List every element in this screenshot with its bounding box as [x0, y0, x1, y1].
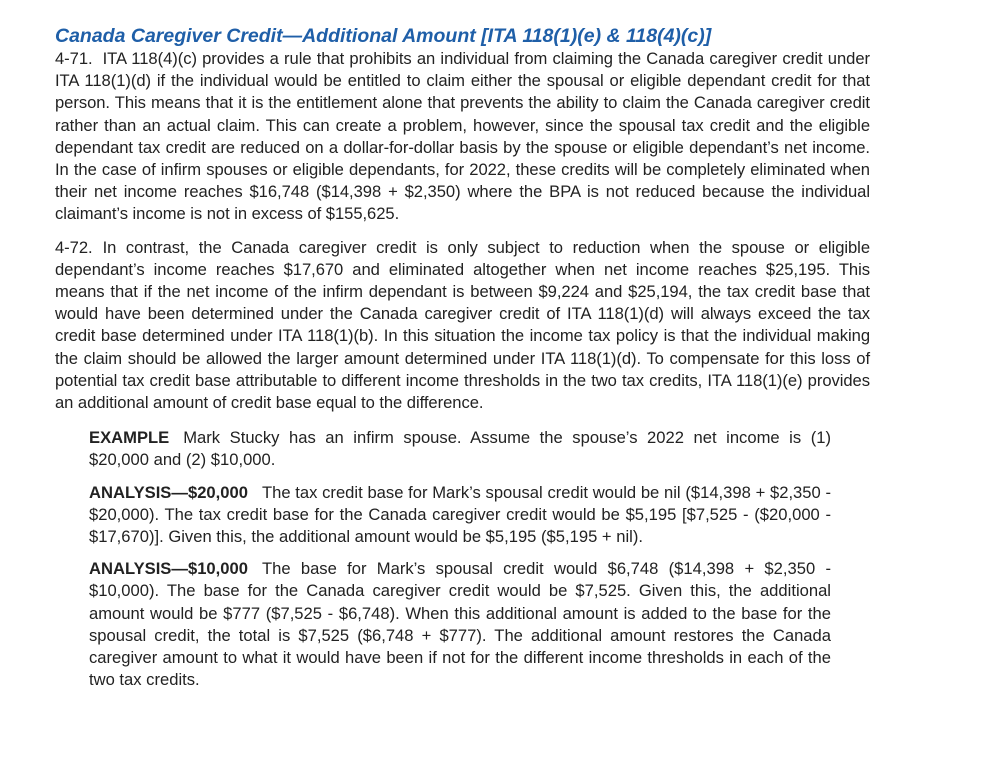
paragraph-text: In contrast, the Canada caregiver credit is only subject to reduction when the spouse or eligible dependant’s income reaches $17,670 and eliminated altogether when net income reaches $25,195. This means that if the net income of the infirm dependant is between $9,224 and $25,194, the tax credit base that would have been determined under the Canada caregiver credit of ITA 118(1)(d) will always exceed the tax credit base determined under ITA 118(1)(b). In this situation the income tax policy is that the individual making the claim should be allowed the larger amount determined under ITA 118(1)(d). To compensate for this loss of potential tax credit base attributable to different income thresholds in the two tax credits, ITA 118(1)(e) provides an additional amount of credit base equal to the difference. [55, 237, 870, 413]
analysis-10000-text: The base for Mark’s spousal credit would $6,748 ($14,398 + $2,350 - $10,000). The base for the Canada caregiver credit would be $7,525. Given this, the additional amount would be $777 ($7,525 - $6,748). When this additional amount is added to the base for the spousal credit, the total is $7,525 ($6,748 + $777). The additional amount restores the Canada caregiver amount to what it would have been if not for the different income thresholds in each of the two tax credits. [89, 559, 831, 690]
analysis-20000-label: ANALYSIS—$20,000 [89, 482, 248, 502]
document-page [55, 24, 870, 691]
paragraph-4-71 [55, 48, 870, 226]
paragraph-4-72 [55, 237, 870, 415]
analysis-10000-paragraph [89, 558, 831, 691]
analysis-10000-label: ANALYSIS—$10,000 [89, 559, 248, 579]
paragraph-text: ITA 118(4)(c) provides a rule that prohibits an individual from claiming the Canada caregiver credit under ITA 118(1)(d) if the individual would be entitled to claim either the spousal or eligible dependant credit for that person. This means that it is the entitlement alone that prevents the ability to claim the Canada caregiver credit rather than an actual claim. This can create a problem, however, since the spousal tax credit and the eligible dependant tax credit are reduced on a dollar-for-dollar basis by the spouse or eligible dependant’s net income. In the case of infirm spouses or eligible dependants, for 2022, these credits will be completely eliminated when their net income reaches $16,748 ($14,398 + $2,350) where the BPA is not reduced because the individual claimant’s income is not in excess of $155,625. [55, 49, 870, 224]
analysis-20000-text: The tax credit base for Mark’s spousal credit would be nil ($14,398 + $2,350 - $20,000). The tax credit base for the Canada caregiver credit would be $5,195 [$7,525 - ($20,000 - $17,670)]. Given this, the additional amount would be $5,195 ($5,195 + nil). [89, 482, 831, 547]
example-paragraph [89, 427, 831, 471]
paragraph-number: 4-72. [55, 237, 93, 257]
example-box [89, 427, 831, 691]
example-text: Mark Stucky has an infirm spouse. Assume the spouse’s 2022 net income is (1) $20,000 and (2) $10,000. [89, 428, 831, 470]
example-label: EXAMPLE [89, 428, 170, 448]
section-heading: Canada Caregiver Credit—Additional Amount [ITA 118(1)(e) & 118(4)(c)] [55, 25, 712, 47]
analysis-20000-paragraph [89, 482, 831, 549]
paragraph-number: 4-71. [55, 49, 93, 68]
